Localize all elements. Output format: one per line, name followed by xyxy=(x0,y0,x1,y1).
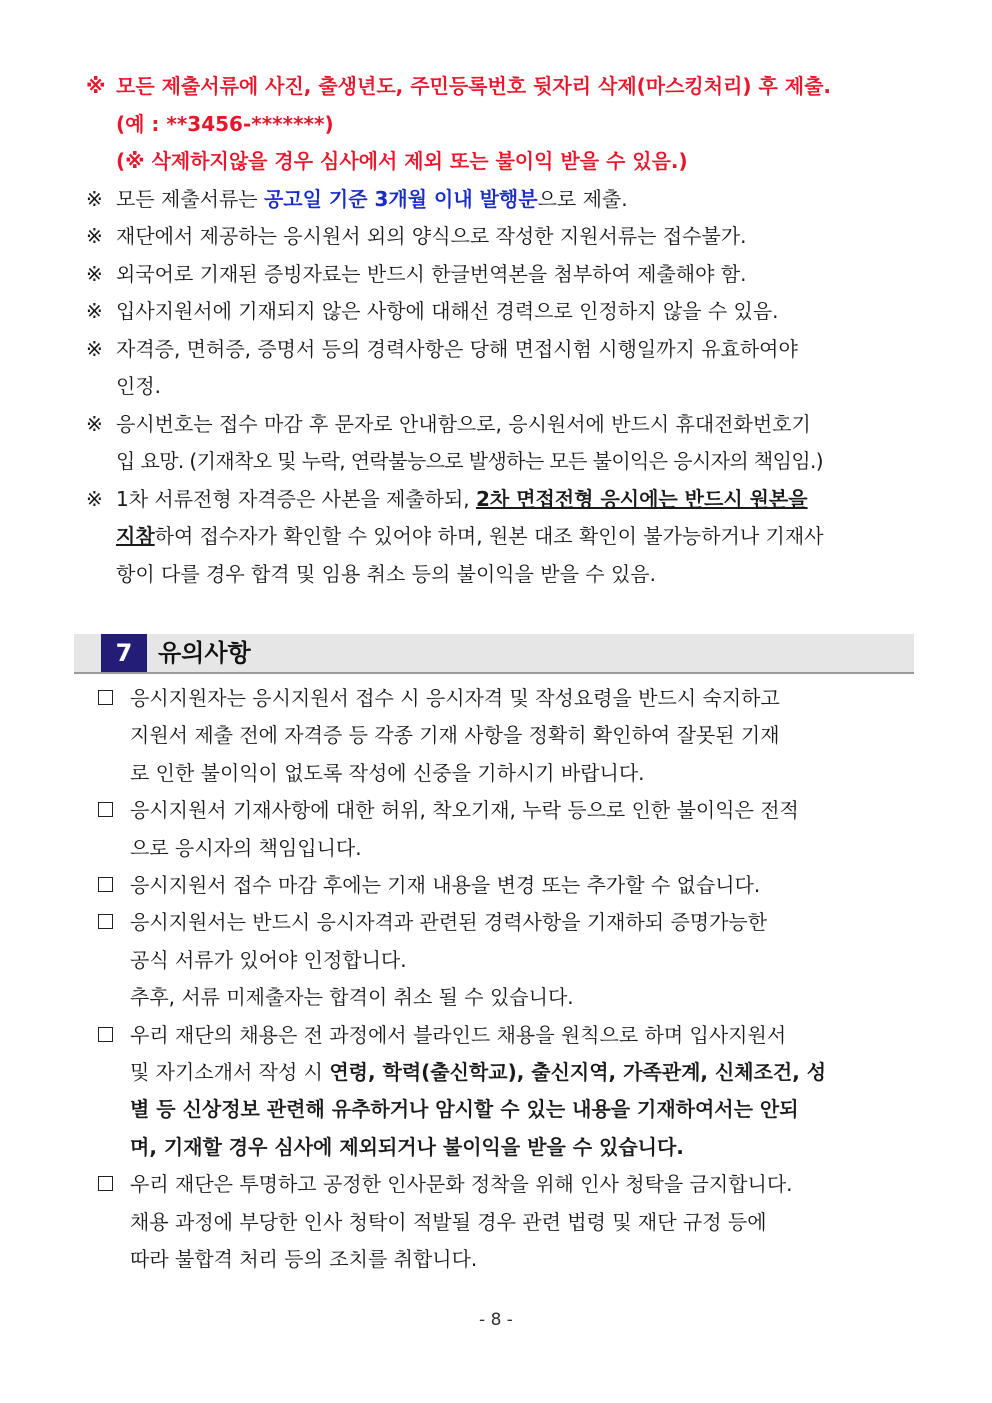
item-text: 응시지원서는 반드시 응시자격과 관련된 경력사항을 기재하되 증명가능한 xyxy=(130,910,768,935)
section-title: 유의사항 xyxy=(158,639,251,667)
checkbox-square-icon xyxy=(98,914,113,929)
item-text: 로 인한 불이익이 없도록 작성에 신중을 기하시기 바랍니다. xyxy=(130,760,645,785)
note-certificates xyxy=(86,331,936,406)
list-item xyxy=(96,904,926,1016)
note-application-number xyxy=(86,406,936,481)
item-text: 우리 재단의 채용은 전 과정에서 블라인드 채용을 원칙으로 하며 입사지원서 xyxy=(130,1022,787,1047)
checkbox-square-icon xyxy=(98,802,113,817)
note-mark: ※ xyxy=(86,224,103,248)
note-text: (예 : **3456-*******) xyxy=(116,111,334,136)
note-text: 자격증, 면허증, 증명서 등의 경력사항은 당해 면접시험 시행일까지 유효하여야 xyxy=(116,336,798,361)
item-bold-text: 연령, 학력(출신학교), 출신지역, 가족관계, 신체조건, 성 xyxy=(329,1060,827,1085)
note-original-docs xyxy=(86,481,936,594)
note-translation xyxy=(86,256,936,294)
note-mark: ※ xyxy=(86,411,103,436)
note-mark: ※ xyxy=(86,486,103,511)
checkbox-square-icon xyxy=(98,690,113,705)
note-text: 재단에서 제공하는 응시원서 외의 양식으로 작성한 지원서류는 접수불가. xyxy=(116,224,747,248)
item-bold-text: 별 등 신상정보 관련해 유추하거나 암시할 수 있는 내용을 기재하여서는 안되 xyxy=(130,1097,799,1122)
list-item xyxy=(96,867,926,904)
note-issue-date xyxy=(86,181,936,219)
note-text: 1차 서류전형 자격증은 사본을 제출하되, xyxy=(116,486,476,511)
item-text: 및 자기소개서 작성 시 xyxy=(130,1060,330,1085)
item-text: 응시지원서 기재사항에 대한 허위, 착오기재, 누락 등으로 인한 불이익은 전적 xyxy=(130,798,799,823)
notes-list xyxy=(86,68,936,593)
item-text: 추후, 서류 미제출자는 합격이 취소 될 수 있습니다. xyxy=(130,985,574,1010)
item-text: 으로 응시자의 책임입니다. xyxy=(130,835,362,860)
note-text: 입 요망. (기재착오 및 누락, 연락불능으로 발생하는 모든 불이익은 응시자의 책임임.) xyxy=(116,449,824,473)
item-bold-text: 며, 기재할 경우 심사에 제외되거나 불이익을 받을 수 있습니다. xyxy=(130,1134,684,1159)
item-text: 우리 재단은 투명하고 공정한 인사문화 정착을 위해 인사 청탁을 금지합니다. xyxy=(130,1172,793,1197)
item-text: 응시지원자는 응시지원서 접수 시 응시자격 및 작성요령을 반드시 숙지하고 xyxy=(130,686,780,710)
list-item xyxy=(96,1017,926,1167)
note-highlight: 공고일 기준 3개월 이내 발행분 xyxy=(263,186,538,211)
page-number: - 8 - xyxy=(479,1310,513,1330)
note-form xyxy=(86,218,936,256)
item-text: 응시지원서 접수 마감 후에는 기재 내용을 변경 또는 추가할 수 없습니다. xyxy=(130,873,761,898)
item-text: 지원서 제출 전에 자격증 등 각종 기재 사항을 정확히 확인하여 잘못된 기재 xyxy=(130,723,780,748)
note-mark: ※ xyxy=(86,336,103,361)
note-text: 항이 다를 경우 합격 및 임용 취소 등의 불이익을 받을 수 있음. xyxy=(116,561,656,586)
note-text: (※ 삭제하지않을 경우 심사에서 제외 또는 불이익 받을 수 있음.) xyxy=(116,149,688,173)
item-text: 따라 불합격 처리 등의 조치를 취합니다. xyxy=(130,1247,478,1272)
checkbox-square-icon xyxy=(98,1027,113,1042)
note-masking xyxy=(86,68,936,181)
note-underline: 지참 xyxy=(116,524,155,548)
note-career xyxy=(86,293,936,331)
item-text: 공식 서류가 있어야 인정합니다. xyxy=(130,947,407,972)
note-mark: ※ xyxy=(86,299,103,323)
note-text: 모든 제출서류는 xyxy=(116,186,264,211)
checkbox-square-icon xyxy=(98,877,113,892)
note-text: 입사지원서에 기재되지 않은 사항에 대해선 경력으로 인정하지 않을 수 있음. xyxy=(116,299,779,323)
list-item xyxy=(96,1166,926,1278)
list-item xyxy=(96,680,926,792)
note-text: 으로 제출. xyxy=(537,186,628,211)
section-header xyxy=(74,634,914,674)
caution-list xyxy=(96,680,926,1279)
note-mark: ※ xyxy=(86,74,106,98)
note-text: 모든 제출서류에 사진, 출생년도, 주민등록번호 뒷자리 삭제(마스킹처리) 후 제출. xyxy=(116,74,832,98)
checkbox-square-icon xyxy=(98,1176,113,1191)
note-text: 응시번호는 접수 마감 후 문자로 안내함으로, 응시원서에 반드시 휴대전화번호기 xyxy=(116,411,811,436)
note-mark: ※ xyxy=(86,186,103,211)
note-text: 인정. xyxy=(116,374,161,398)
item-text: 채용 과정에 부당한 인사 청탁이 적발될 경우 관련 법령 및 재단 규정 등에 xyxy=(130,1209,767,1234)
list-item xyxy=(96,792,926,867)
note-text: 하여 접수자가 확인할 수 있어야 하며, 원본 대조 확인이 불가능하거나 기재사 xyxy=(154,524,824,548)
note-mark: ※ xyxy=(86,261,103,286)
section-number: 7 xyxy=(101,634,147,672)
note-text: 외국어로 기재된 증빙자료는 반드시 한글번역본을 첨부하여 제출해야 함. xyxy=(116,261,747,286)
note-underline: 2차 면접전형 응시에는 반드시 원본을 xyxy=(476,486,808,511)
